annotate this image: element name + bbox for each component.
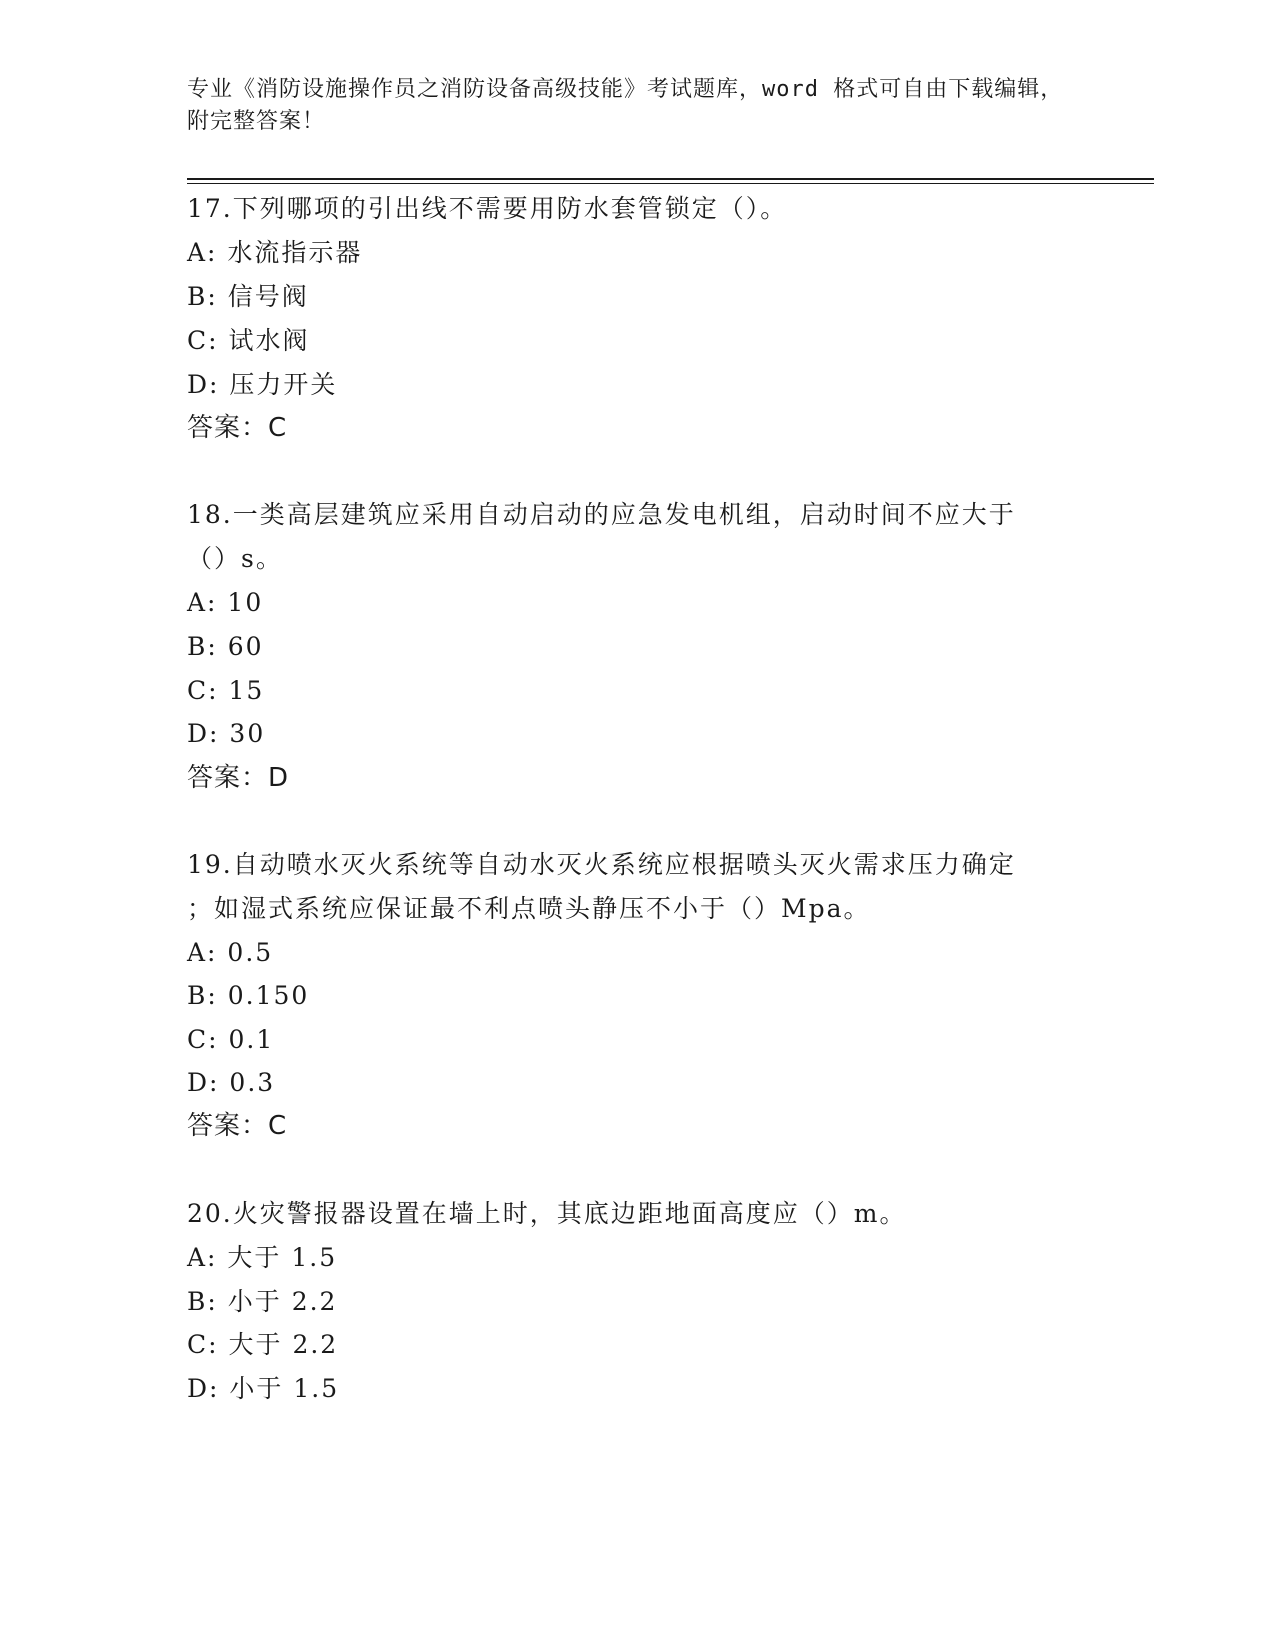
header-divider-thick <box>187 178 1154 180</box>
option-c: C: 0.1 <box>187 1025 275 1054</box>
option-a: A: 水流指示器 <box>187 238 363 267</box>
question-stem-continued: （）s。 <box>187 544 283 573</box>
option-d: D: 30 <box>187 719 266 748</box>
answer-label: 答案：D <box>187 763 290 793</box>
question-stem-continued: ；如湿式系统应保证最不利点喷头静压不小于（）Mpa。 <box>187 894 871 923</box>
option-b: B: 0.150 <box>187 981 310 1010</box>
option-a: A: 大于 1.5 <box>187 1243 338 1272</box>
question-stem: 20.火灾警报器设置在墙上时，其底边距地面高度应（）m。 <box>187 1199 907 1228</box>
option-a: A: 0.5 <box>187 938 274 967</box>
option-d: D: 0.3 <box>187 1068 276 1097</box>
document-header: 专业《消防设施操作员之消防设备高级技能》考试题库，word 格式可自由下载编辑，附完整答案！ <box>187 77 1064 134</box>
question-stem: 18.一类高层建筑应采用自动启动的应急发电机组，启动时间不应大于 <box>187 500 1016 529</box>
option-d: D: 压力开关 <box>187 370 338 399</box>
option-c: C: 大于 2.2 <box>187 1330 339 1359</box>
answer-label: 答案：C <box>187 413 288 443</box>
option-c: C: 试水阀 <box>187 326 310 355</box>
answer-label: 答案：C <box>187 1111 288 1141</box>
option-b: B: 60 <box>187 632 264 661</box>
option-b: B: 小于 2.2 <box>187 1287 338 1316</box>
question-stem: 17.下列哪项的引出线不需要用防水套管锁定（）。 <box>187 194 788 223</box>
option-d: D: 小于 1.5 <box>187 1374 340 1403</box>
option-c: C: 15 <box>187 676 265 705</box>
option-a: A: 10 <box>187 588 264 617</box>
option-b: B: 信号阀 <box>187 282 309 311</box>
question-stem: 19.自动喷水灭火系统等自动水灭火系统应根据喷头灭火需求压力确定 <box>187 850 1016 879</box>
header-divider-thin <box>187 183 1154 184</box>
